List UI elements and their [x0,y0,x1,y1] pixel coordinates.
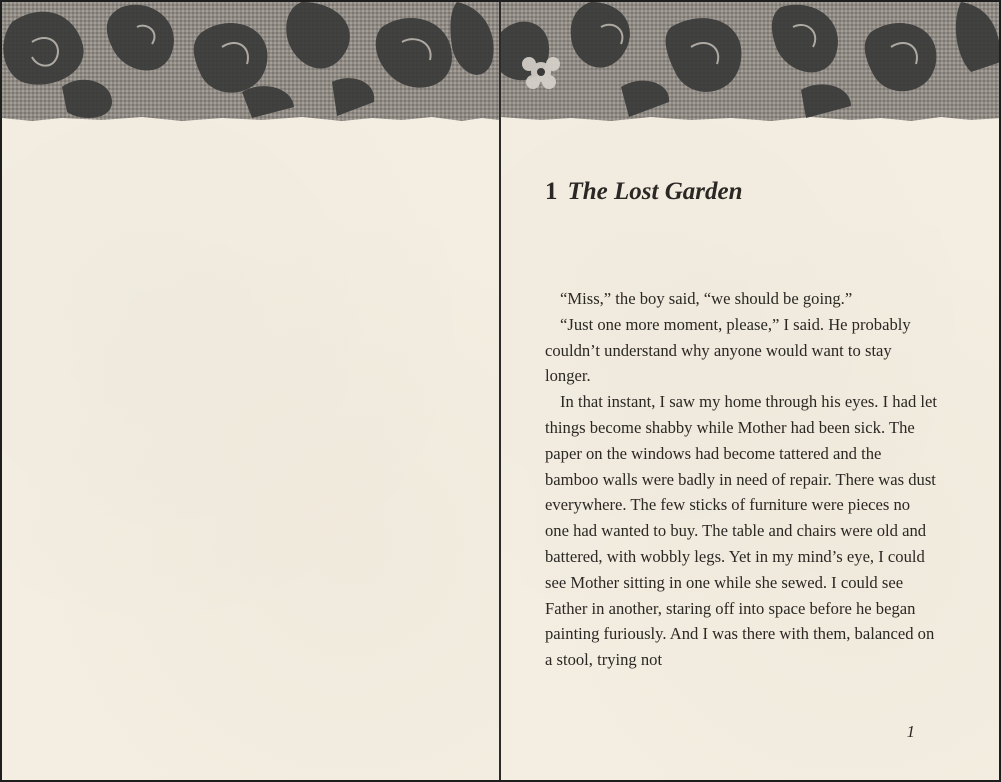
chapter-body [545,286,937,673]
paragraph: “Just one more moment, please,” I said. He probably couldn’t understand why anyone would want to stay longer. [545,314,911,386]
chapter-title: The Lost Garden [567,178,743,205]
lace-header-left [2,2,499,124]
page-number: 1 [906,722,915,741]
paragraph: “Miss,” the boy said, “we should be going.” [560,289,853,308]
right-page [501,2,1001,780]
chapter-heading [545,178,743,206]
lace-header-right [501,2,1001,124]
chapter-number: 1 [545,178,558,205]
paragraph: In that instant, I saw my home through his eyes. I had let things become shabby while Mother had been sick. The paper on the windows had become tattered and the bamboo walls were badly in need of repair. There was dust everywhere. The few sticks of furniture were pieces no one had wanted to buy. The table and chairs were old and battered, with wobbly legs. Yet in my mind’s eye, I could see Mother sitting in one while she sewed. I could see Father in another, staring off into space before he began painting furiously. And I was there with them, balanced on a stool, trying not [545,392,937,670]
left-page [2,2,500,780]
